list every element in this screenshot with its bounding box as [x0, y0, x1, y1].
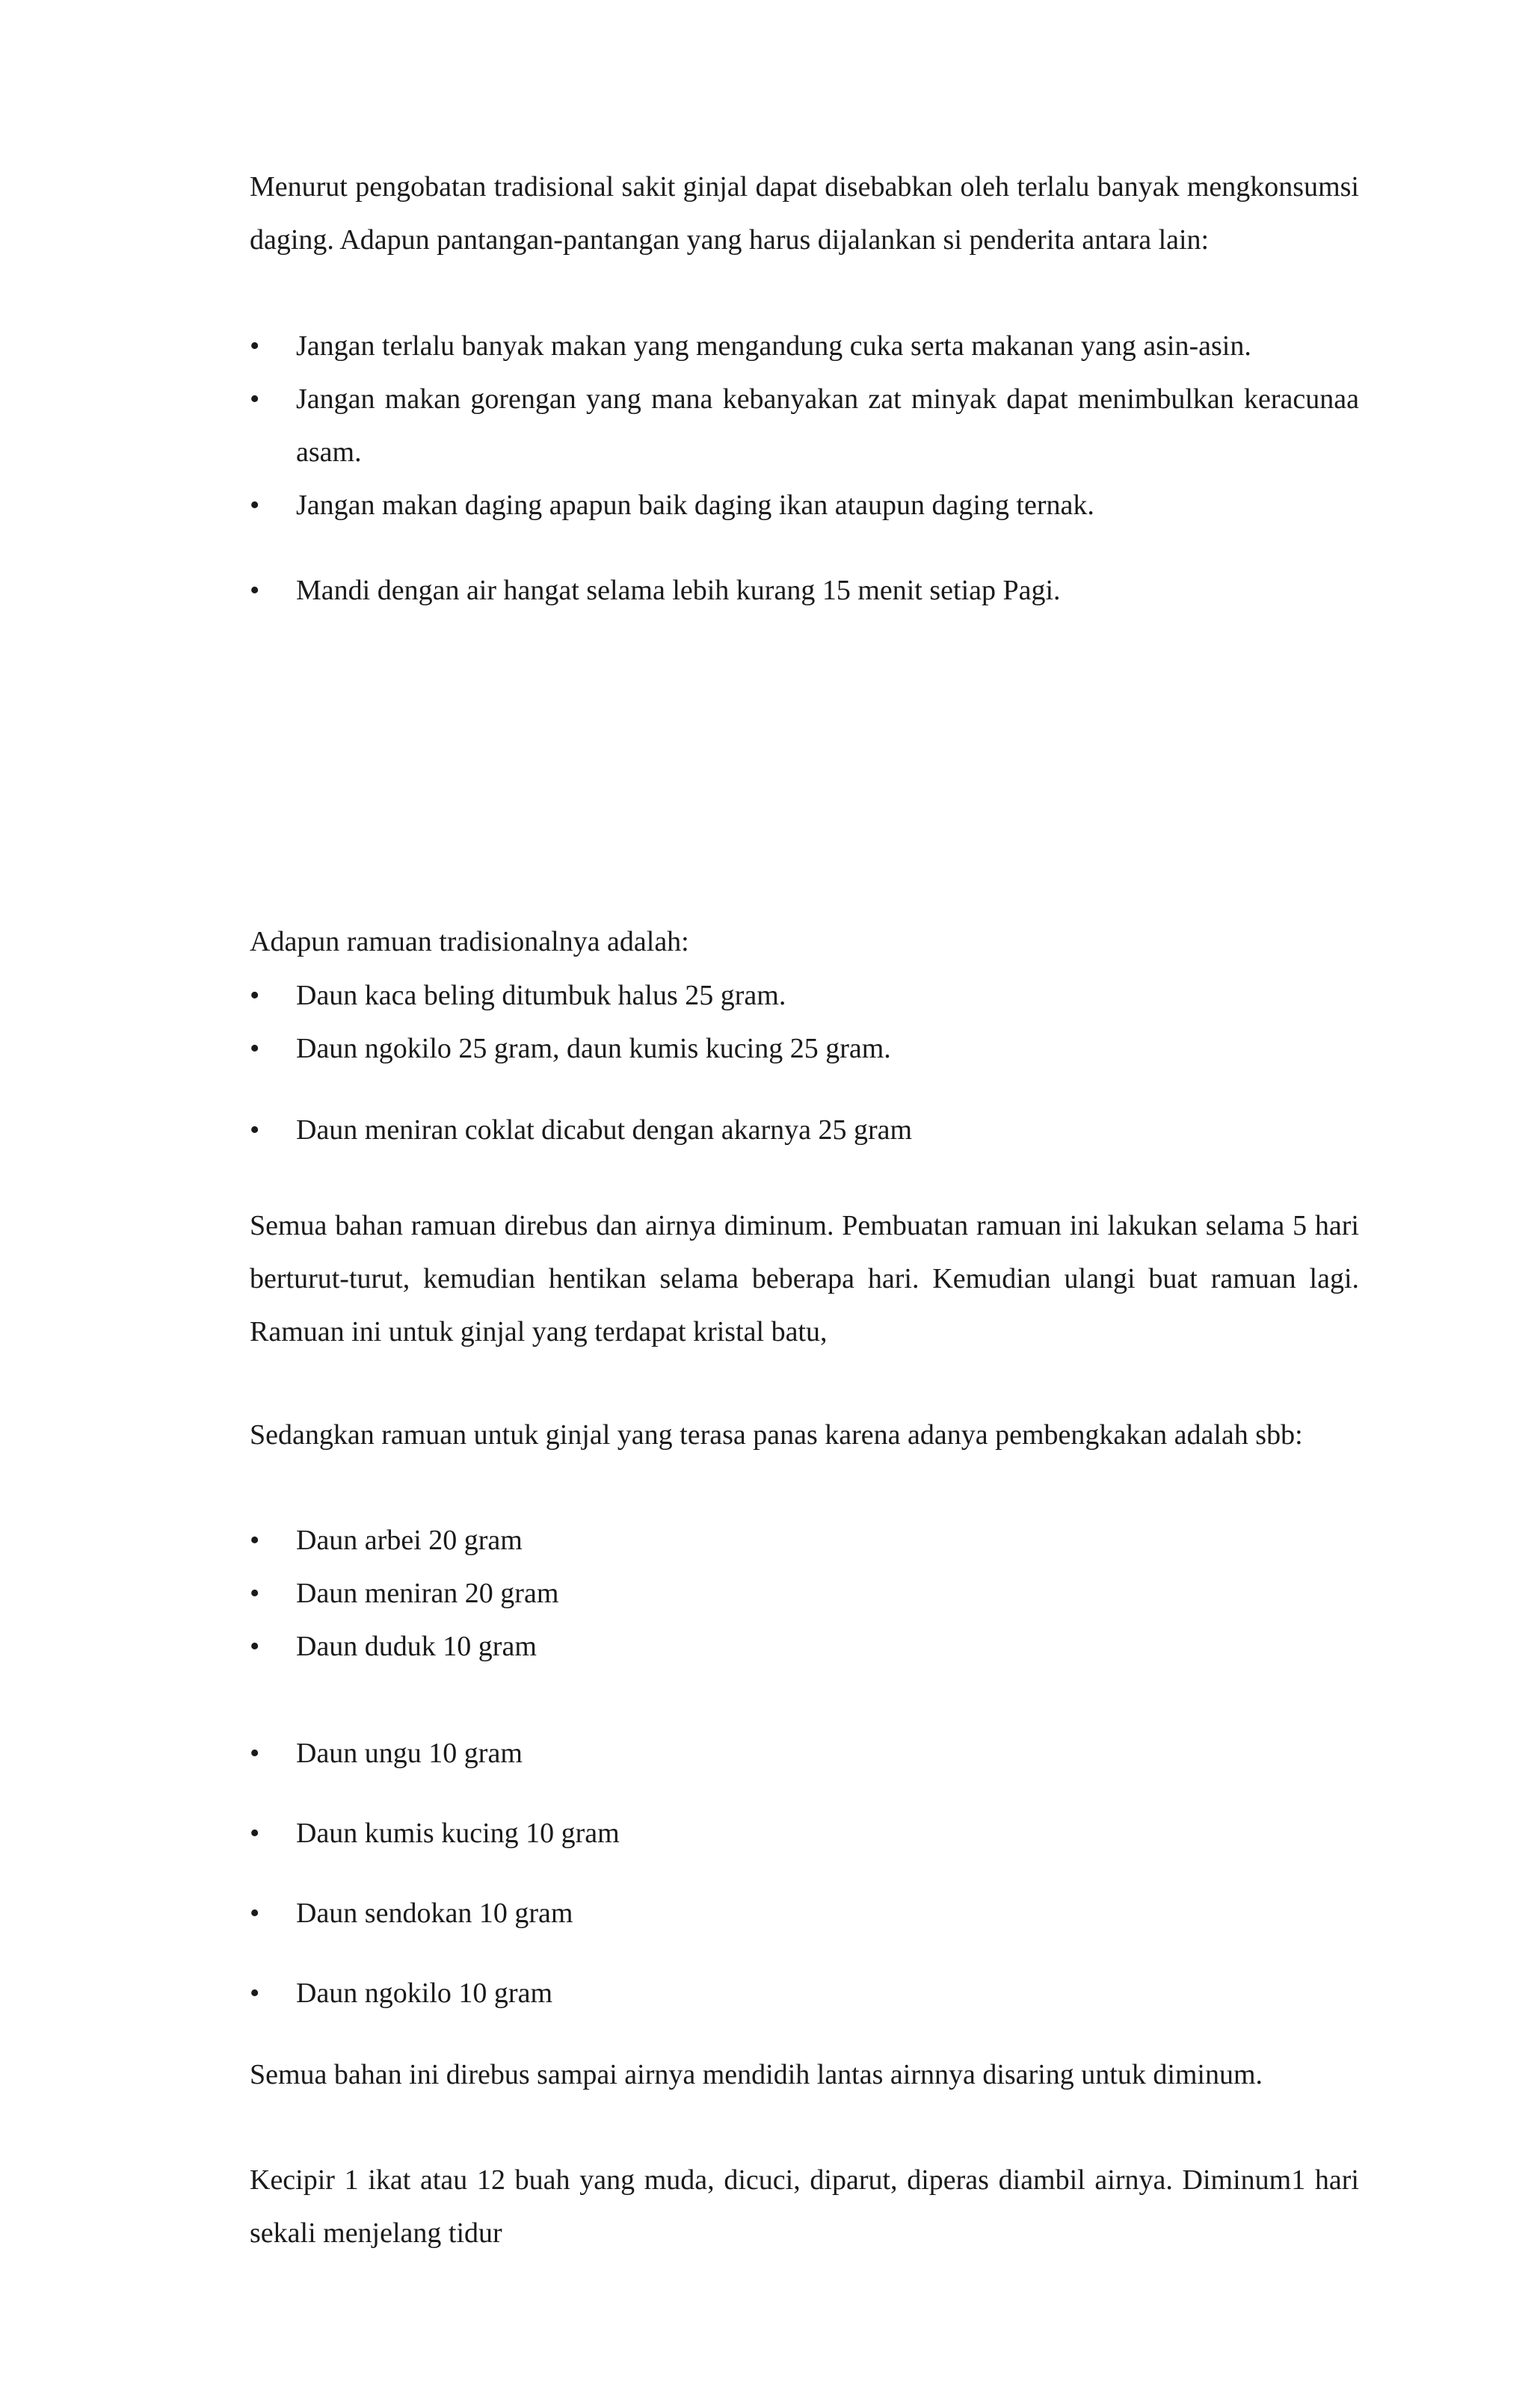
list-item: • Daun duduk 10 gram — [250, 1620, 1359, 1673]
panas-list-extra — [250, 1727, 1359, 2020]
list-item: • Jangan makan gorengan yang mana kebanyakan zat minyak dapat menimbulkan keracunaa asam. — [250, 373, 1359, 479]
panas-paragraph: Sedangkan ramuan untuk ginjal yang terasa panas karena adanya pembengkakan adalah sbb: — [250, 1419, 1303, 1451]
list-item: • Daun sendokan 10 gram — [250, 1887, 1359, 1940]
list-item: • Jangan makan daging apapun baik daging ikan ataupun daging ternak. — [250, 479, 1359, 532]
pantangan-list-extra — [250, 564, 1359, 617]
list-item: • Daun ungu 10 gram — [250, 1727, 1359, 1780]
ramuan-heading: Adapun ramuan tradisionalnya adalah: — [250, 926, 689, 957]
list-item: • Daun kaca beling ditumbuk halus 25 gram. — [250, 969, 1359, 1022]
pantangan-list — [250, 320, 1359, 532]
list-item: • Daun arbei 20 gram — [250, 1514, 1359, 1567]
list-item: • Mandi dengan air hangat selama lebih kurang 15 menit setiap Pagi. — [250, 564, 1359, 617]
ramuan-paragraph: Semua bahan ramuan direbus dan airnya diminum. Pembuatan ramuan ini lakukan selama 5 hari berturut-turut, kemudian hentikan selama beberapa hari. Kemudian ulangi buat ramuan lagi. Ramuan ini untuk ginjal yang terdapat kristal batu, — [250, 1210, 1359, 1347]
intro-paragraph: Menurut pengobatan tradisional sakit ginjal dapat disebabkan oleh terlalu banyak mengkonsumsi daging. Adapun pantangan-pantangan yang harus dijalankan si penderita antara lain: — [250, 171, 1359, 256]
ramuan-list-extra — [250, 1104, 1359, 1157]
list-item: • Daun ngokilo 10 gram — [250, 1967, 1359, 2020]
kecipir-paragraph: Kecipir 1 ikat atau 12 buah yang muda, dicuci, diparut, diperas diambil airnya. Diminum1 hari sekali menjelang tidur — [250, 2164, 1359, 2249]
list-item: • Daun kumis kucing 10 gram — [250, 1807, 1359, 1860]
list-item: • Daun ngokilo 25 gram, daun kumis kucing 25 gram. — [250, 1022, 1359, 1075]
list-item: • Daun meniran 20 gram — [250, 1567, 1359, 1620]
panas-closing: Semua bahan ini direbus sampai airnya mendidih lantas airnnya disaring untuk diminum. — [250, 2059, 1263, 2090]
panas-list — [250, 1514, 1359, 1673]
list-item: • Daun meniran coklat dicabut dengan akarnya 25 gram — [250, 1104, 1359, 1157]
list-item: • Jangan terlalu banyak makan yang mengandung cuka serta makanan yang asin-asin. — [250, 320, 1359, 373]
ramuan-list — [250, 969, 1359, 1075]
